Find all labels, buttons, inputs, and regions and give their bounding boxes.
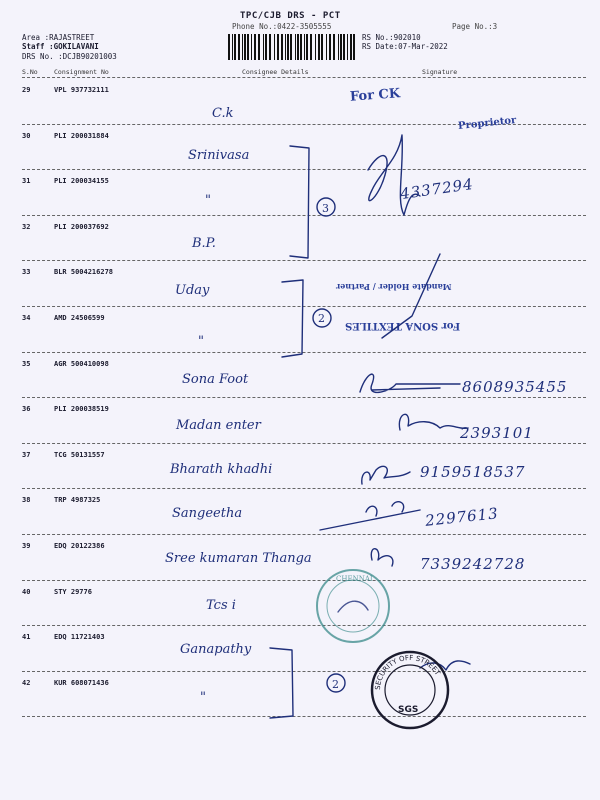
phone-number: Phone No.:0422-3505555	[232, 22, 332, 31]
row-consignment-number: BLR 5004216278	[54, 268, 114, 277]
company-stamp: For CK	[349, 86, 401, 105]
row-consignment-number: PLI 200037692	[54, 222, 109, 231]
staff-label: Staff :GOKILAVANI	[22, 42, 99, 51]
row-consignment-number: STY 29776	[54, 587, 92, 596]
row-consignment-number: TRP 4987325	[54, 496, 101, 505]
row-serial-number: 33	[22, 268, 31, 277]
signature-scribble	[320, 502, 420, 530]
row-serial-number: 41	[22, 633, 31, 642]
row-consignment-number: AGR 500410098	[54, 359, 109, 368]
consignee-name: "	[200, 690, 206, 705]
row-serial-number: 38	[22, 496, 31, 505]
consignee-name: Ganapathy	[180, 642, 252, 657]
consignee-name: Sona Foot	[182, 372, 249, 387]
signature-scribble	[368, 135, 420, 215]
group-count: 3	[322, 202, 329, 215]
column-header-signature: Signature	[422, 68, 458, 76]
row-consignment-number: PLI 200034155	[54, 177, 109, 186]
row-consignment-number: VPL 937732111	[54, 86, 109, 94]
row-consignment-number: TCG 50131557	[54, 450, 105, 459]
drs-number: DRS No. :DCJB90201003	[22, 52, 117, 61]
column-header-sno: S.No	[22, 68, 38, 76]
row-serial-number: 34	[22, 314, 31, 322]
group-count: 2	[318, 312, 325, 325]
row-serial-number: 30	[22, 131, 31, 140]
consignee-name: "	[205, 193, 211, 208]
consignee-name: Sangeetha	[172, 506, 243, 521]
handwritten-phone: 7339242728	[420, 555, 526, 573]
row-consignment-number: EDQ 11721403	[54, 633, 105, 642]
page-number: Page No.:3	[452, 22, 498, 31]
seal-text: CHENNAI	[336, 575, 373, 583]
proprietor-stamp: Proprietor	[457, 114, 517, 133]
seal-ring-text: SECURITY OFF STREET	[373, 653, 442, 691]
handwritten-phone: 4337294	[399, 174, 475, 204]
rs-number: RS No.:902010	[362, 33, 421, 42]
row-serial-number: 40	[22, 587, 31, 596]
consignee-name: Srinivasa	[188, 148, 250, 163]
handwritten-phone: 2393101	[460, 424, 534, 442]
consignee-name: "	[198, 334, 204, 349]
firm-stamp: For SONA TEXTILES	[345, 320, 461, 331]
row-serial-number: 32	[22, 222, 31, 231]
consignee-name: C.k	[212, 106, 234, 121]
consignee-name: Sree kumaran Thanga	[165, 551, 312, 566]
consignee-name: Madan enter	[176, 418, 261, 433]
consignee-name: Uday	[175, 283, 210, 298]
rs-date: RS Date:07-Mar-2022	[362, 42, 448, 51]
column-header-consignment: Consignment No	[54, 68, 109, 76]
row-consignment-number: PLI 200031884	[54, 131, 109, 140]
handwritten-phone: 2297613	[424, 504, 500, 530]
consignee-name: Bharath khadhi	[170, 462, 273, 477]
signature-scribble	[399, 414, 468, 430]
row-serial-number: 31	[22, 177, 31, 186]
row-consignment-number: KUR 608071436	[54, 678, 109, 687]
signature-scribble	[371, 549, 393, 566]
document-title: TPC/CJB DRS - PCT	[240, 11, 341, 21]
security-seal	[372, 652, 448, 728]
row-consignment-number: EDQ 20122386	[54, 542, 105, 550]
row-serial-number: 35	[22, 359, 31, 368]
signature-scribble	[360, 374, 460, 392]
group-count: 2	[332, 678, 339, 691]
row-consignment-number: PLI 200038519	[54, 405, 109, 414]
area-label: Area :RAJASTREET	[22, 33, 95, 42]
row-serial-number: 37	[22, 450, 31, 459]
consignee-name: Tcs i	[206, 598, 236, 613]
row-consignment-number: AMD 24506599	[54, 314, 105, 322]
handwritten-phone: 8608935455	[462, 378, 568, 396]
row-serial-number: 36	[22, 405, 31, 414]
row-serial-number: 29	[22, 86, 31, 94]
signature-scribble	[382, 254, 440, 338]
mandate-holder-stamp: Mandate Holder / Partner	[336, 282, 452, 292]
row-serial-number: 42	[22, 678, 31, 687]
handwritten-phone: 9159518537	[420, 463, 526, 481]
signature-scribble	[362, 466, 410, 484]
column-header-consignee: Consignee Details	[242, 68, 309, 76]
seal-center-text: SGS	[398, 705, 419, 715]
row-serial-number: 39	[22, 542, 31, 550]
consignee-name: B.P.	[192, 236, 216, 251]
